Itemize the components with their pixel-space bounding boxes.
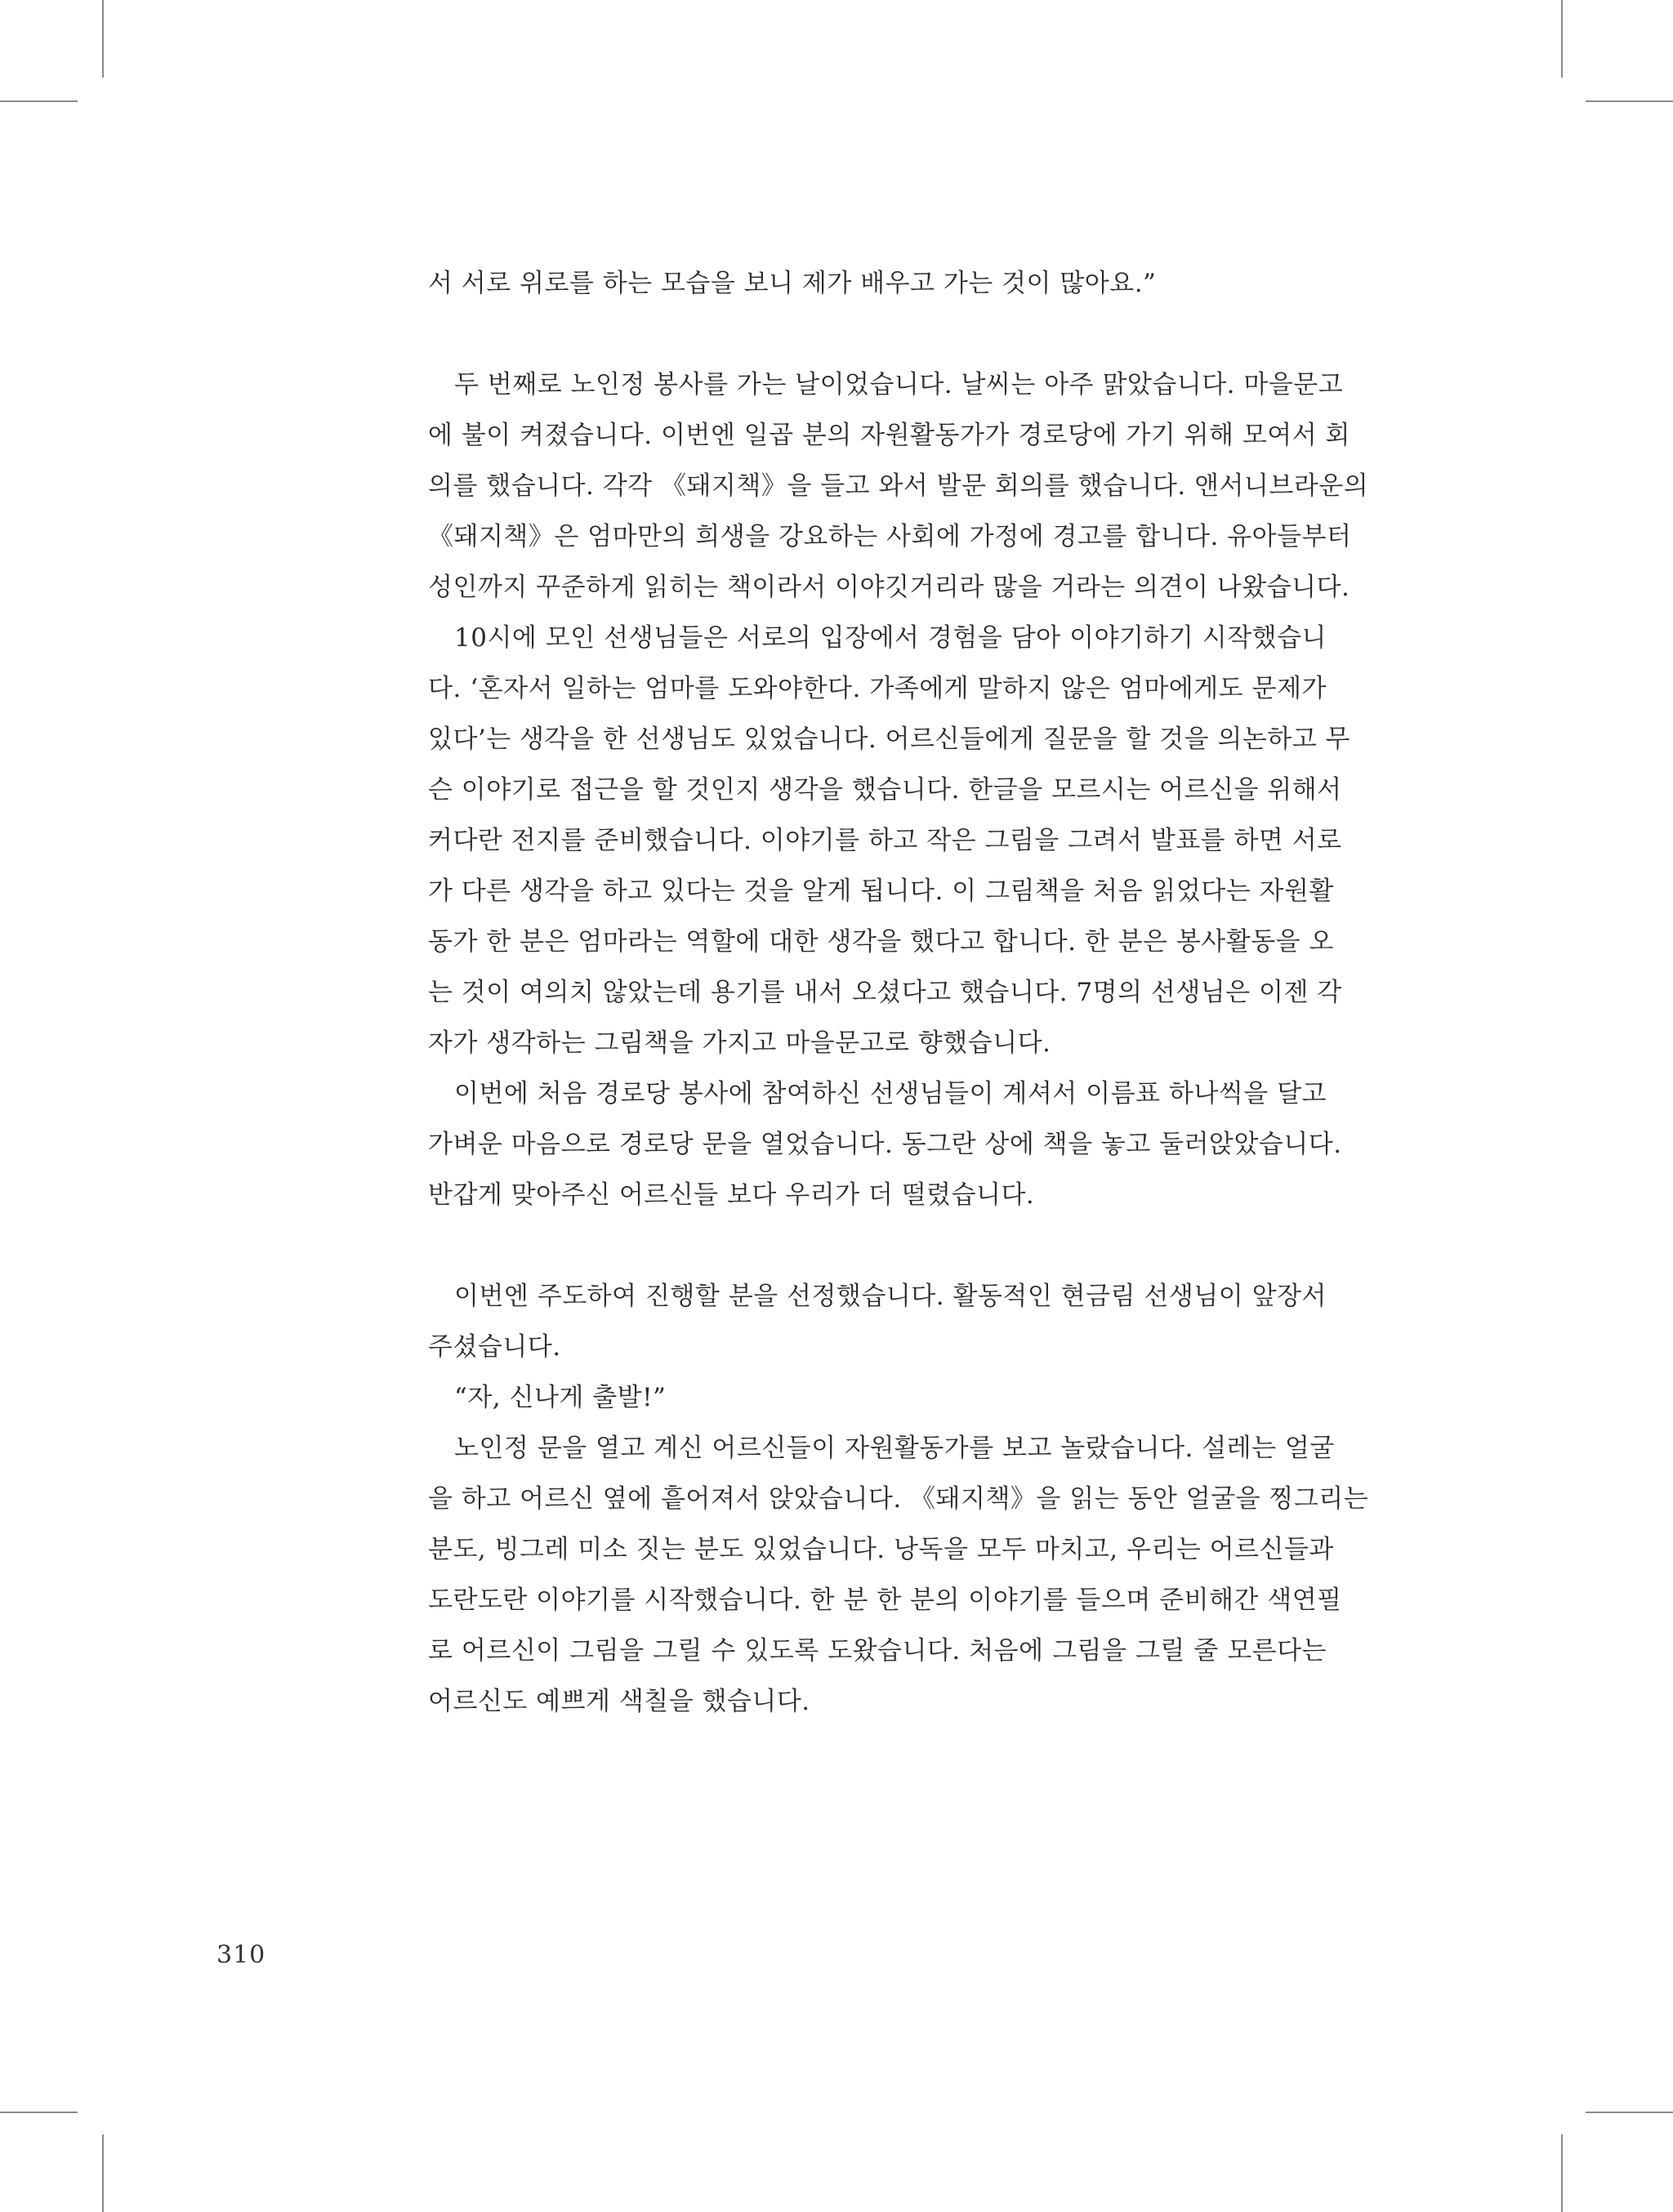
text-line: 다. ‘혼자서 일하는 엄마를 도와야한다. 가족에게 말하지 않은 엄마에게도 문제가	[428, 674, 1327, 703]
text-line: 있다’는 생각을 한 선생님도 있었습니다. 어르신들에게 질문을 할 것을 의논하고 무	[428, 725, 1350, 754]
text-line: 이번에 처음 경로당 봉사에 참여하신 선생님들이 계셔서 이름표 하나씩을 달고	[454, 1079, 1327, 1108]
paragraph-gap	[428, 1220, 1327, 1271]
text-line: 도란도란 이야기를 시작했습니다. 한 분 한 분의 이야기를 들으며 준비해간 색연필	[428, 1585, 1342, 1615]
crop-mark-bottom-left-horizontal	[0, 2112, 78, 2113]
crop-mark-top-left-vertical	[102, 0, 104, 78]
paragraph-gap	[428, 309, 1327, 359]
crop-mark-top-right-horizontal	[1586, 100, 1673, 102]
text-line: “자, 신나게 출발!”	[454, 1383, 667, 1412]
text-line: 어르신도 예쁘게 색칠을 했습니다.	[428, 1687, 810, 1716]
text-line: 슨 이야기로 접근을 할 것인지 생각을 했습니다. 한글을 모르시는 어르신을 위해서	[428, 775, 1342, 805]
crop-mark-bottom-left-vertical	[102, 2134, 104, 2212]
text-line: 주셨습니다.	[428, 1332, 561, 1362]
text-line: 가벼운 마음으로 경로당 문을 열었습니다. 동그란 상에 책을 놓고 둘러앉았습니다.	[428, 1130, 1342, 1159]
text-line: 을 하고 어르신 옆에 흩어져서 앉았습니다. 《돼지책》을 읽는 동안 얼굴을 찡그리는	[428, 1484, 1369, 1514]
crop-mark-bottom-right-horizontal	[1586, 2112, 1673, 2113]
text-line: 의를 했습니다. 각각 《돼지책》을 들고 와서 발문 회의를 했습니다. 앤서니브라운의	[428, 471, 1369, 501]
text-line: 커다란 전지를 준비했습니다. 이야기를 하고 작은 그림을 그려서 발표를 하면 서로	[428, 826, 1342, 855]
text-line: 이번엔 주도하여 진행할 분을 선정했습니다. 활동적인 현금림 선생님이 앞장서	[454, 1282, 1327, 1311]
text-line: 두 번째로 노인정 봉사를 가는 날이었습니다. 날씨는 아주 맑았습니다. 마을문고	[454, 370, 1344, 399]
text-line: 《돼지책》은 엄마만의 희생을 강요하는 사회에 가정에 경고를 합니다. 유아들부터	[428, 522, 1352, 551]
text-line: 동가 한 분은 엄마라는 역할에 대한 생각을 했다고 합니다. 한 분은 봉사활동을 오	[428, 927, 1334, 957]
crop-mark-top-left-horizontal	[0, 100, 78, 102]
crop-mark-top-right-vertical	[1561, 0, 1563, 78]
text-line: 서 서로 위로를 하는 모습을 보니 제가 배우고 가는 것이 많아요.”	[428, 269, 1157, 298]
text-line: 노인정 문을 열고 계신 어르신들이 자원활동가를 보고 놀랐습니다. 설레는 얼굴	[454, 1434, 1335, 1463]
text-line: 성인까지 꾸준하게 읽히는 책이라서 이야깃거리라 많을 거라는 의견이 나왔습니다.	[428, 573, 1350, 602]
page-number: 310	[216, 1941, 266, 1969]
text-line: 로 어르신이 그림을 그릴 수 있도록 도왔습니다. 처음에 그림을 그릴 줄 모른다는	[428, 1636, 1327, 1666]
text-line: 10시에 모인 선생님들은 서로의 입장에서 경험을 담아 이야기하기 시작했습니	[454, 623, 1327, 653]
body-text	[428, 258, 1369, 1727]
text-line: 분도, 빙그레 미소 짓는 분도 있었습니다. 낭독을 모두 마치고, 우리는 어르신들과	[428, 1535, 1334, 1564]
text-line: 자가 생각하는 그림책을 가지고 마을문고로 향했습니다.	[428, 1028, 1051, 1058]
text-line: 에 불이 켜졌습니다. 이번엔 일곱 분의 자원활동가가 경로당에 가기 위해 모여서 회	[428, 421, 1350, 450]
crop-mark-bottom-right-vertical	[1561, 2134, 1563, 2212]
text-line: 는 것이 여의치 않았는데 용기를 내서 오셨다고 했습니다. 7명의 선생님은 이젠 각	[428, 978, 1342, 1007]
text-line: 반갑게 맞아주신 어르신들 보다 우리가 더 떨렸습니다.	[428, 1180, 1035, 1210]
text-line: 가 다른 생각을 하고 있다는 것을 알게 됩니다. 이 그림책을 처음 읽었다는 자원활	[428, 876, 1334, 906]
